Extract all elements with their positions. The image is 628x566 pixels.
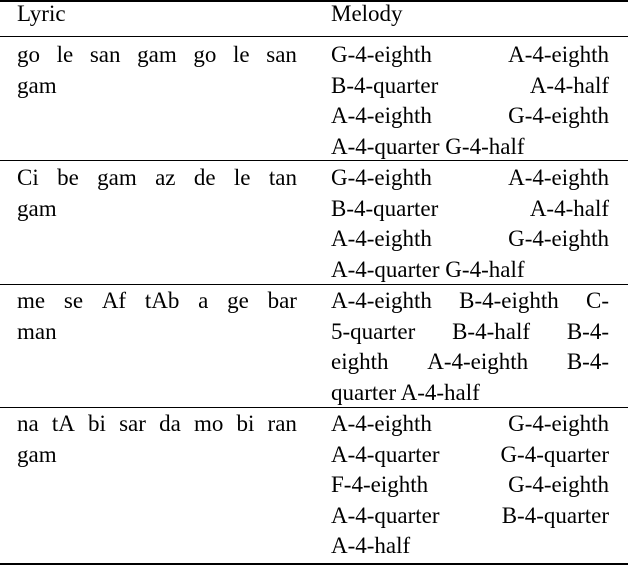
lyric-word: le: [56, 42, 74, 67]
row-divider: [0, 407, 628, 408]
melody-line: [331, 531, 609, 562]
melody-note: 5-quarter: [331, 318, 416, 344]
melody-cell: [331, 40, 609, 162]
melody-note: B-4-quarter: [331, 72, 439, 98]
table-bottom-rule: [0, 563, 628, 565]
lyric-word: san: [89, 42, 121, 67]
row-divider: [0, 284, 628, 285]
melody-note: B-4-eighth: [459, 288, 559, 313]
melody-note: quarter A-4-half: [331, 379, 480, 405]
melody-line: [331, 317, 609, 348]
lyric-word: le: [233, 42, 250, 67]
melody-note: C-: [585, 288, 609, 313]
lyric-line: [17, 194, 297, 225]
melody-note: G-4-eighth: [331, 42, 432, 67]
melody-note: A-4-quarter: [331, 502, 440, 528]
lyric-line: [17, 40, 297, 71]
melody-cell: [331, 163, 609, 285]
lyric-word: le: [233, 165, 251, 190]
melody-note: B-4-half: [452, 318, 531, 344]
lyric-word: az: [155, 165, 176, 190]
melody-line: [331, 224, 609, 255]
melody-cell: [331, 286, 609, 408]
lyric-word: gam: [17, 72, 57, 98]
lyric-word: go: [193, 42, 217, 67]
lyric-word: tA: [51, 411, 75, 436]
lyric-word: gam: [17, 441, 57, 467]
lyric-word: tan: [268, 165, 297, 190]
melody-line: [331, 163, 609, 194]
melody-line: [331, 440, 609, 471]
melody-line: [331, 409, 609, 440]
lyric-word: sar: [119, 411, 146, 436]
melody-line: [331, 40, 609, 71]
melody-line: [331, 501, 609, 532]
melody-note: B-4-: [566, 318, 609, 344]
lyric-word: mo: [193, 411, 224, 436]
lyric-line: [17, 163, 297, 194]
lyric-word: tAb: [144, 288, 180, 313]
melody-note: A-4-eighth: [427, 349, 529, 374]
lyric-word: na: [17, 411, 39, 436]
lyric-word: da: [159, 411, 181, 436]
lyric-line: [17, 71, 297, 102]
melody-note: A-4-eighth: [331, 226, 432, 251]
header-lyric: Lyric: [17, 1, 66, 26]
lyric-cell: [17, 409, 297, 470]
melody-note: A-4-eighth: [508, 42, 609, 67]
lyric-word: me: [17, 288, 46, 313]
melody-line: [331, 194, 609, 225]
header-rule: [0, 36, 628, 37]
lyric-line: [17, 440, 297, 471]
melody-cell: [331, 409, 609, 562]
melody-line: [331, 286, 609, 317]
melody-note: A-4-eighth: [331, 288, 432, 313]
melody-line: [331, 470, 609, 501]
melody-note: G-4-eighth: [508, 226, 609, 251]
melody-note: A-4-eighth: [331, 411, 432, 436]
melody-note: F-4-eighth: [331, 472, 429, 497]
lyric-line: [17, 409, 297, 440]
lyric-word: gam: [17, 195, 57, 221]
lyric-word: de: [193, 165, 216, 190]
melody-note: G-4-eighth: [508, 472, 609, 497]
melody-note: A-4-eighth: [331, 103, 432, 128]
lyric-cell: [17, 40, 297, 101]
melody-line: [331, 101, 609, 132]
table-header: [0, 0, 628, 36]
lyric-word: se: [63, 288, 84, 313]
lyric-word: ran: [267, 411, 297, 436]
header-melody: Melody: [331, 1, 403, 26]
lyric-word: bi: [236, 411, 255, 436]
lyric-word: Af: [101, 288, 127, 313]
melody-note: G-4-quarter: [500, 441, 609, 467]
lyric-word: gam: [137, 42, 177, 67]
melody-line: [331, 255, 609, 286]
melody-note: B-4-: [566, 349, 609, 374]
melody-note: A-4-quarter: [331, 441, 440, 467]
melody-note: A-4-eighth: [508, 165, 609, 190]
melody-note: A-4-quarter G-4-half: [331, 133, 525, 159]
lyric-line: [17, 286, 297, 317]
melody-line: [331, 71, 609, 102]
lyric-word: man: [17, 318, 57, 344]
lyric-word: Ci: [17, 165, 39, 190]
melody-note: G-4-eighth: [508, 411, 609, 436]
melody-note: G-4-eighth: [508, 103, 609, 128]
lyric-line: [17, 317, 297, 348]
melody-note: eighth: [331, 349, 389, 374]
melody-line: [331, 132, 609, 163]
lyric-cell: [17, 163, 297, 224]
lyric-word: be: [57, 165, 79, 190]
lyric-word: san: [266, 42, 297, 67]
melody-note: A-4-half: [529, 72, 609, 98]
melody-note: A-4-half: [331, 533, 411, 558]
melody-line: [331, 378, 609, 409]
melody-note: A-4-half: [529, 195, 609, 221]
lyric-word: a: [198, 288, 209, 313]
melody-line: [331, 347, 609, 378]
melody-note: B-4-quarter: [331, 195, 439, 221]
lyric-word: ge: [227, 288, 249, 313]
lyric-word: go: [17, 42, 40, 67]
lyric-word: bar: [267, 288, 297, 313]
row-divider: [0, 160, 628, 161]
lyric-cell: [17, 286, 297, 347]
lyric-word: bi: [88, 411, 106, 436]
melody-note: B-4-quarter: [501, 502, 609, 528]
lyric-word: gam: [97, 165, 137, 190]
melody-note: A-4-quarter G-4-half: [331, 256, 525, 282]
melody-note: G-4-eighth: [331, 165, 432, 190]
